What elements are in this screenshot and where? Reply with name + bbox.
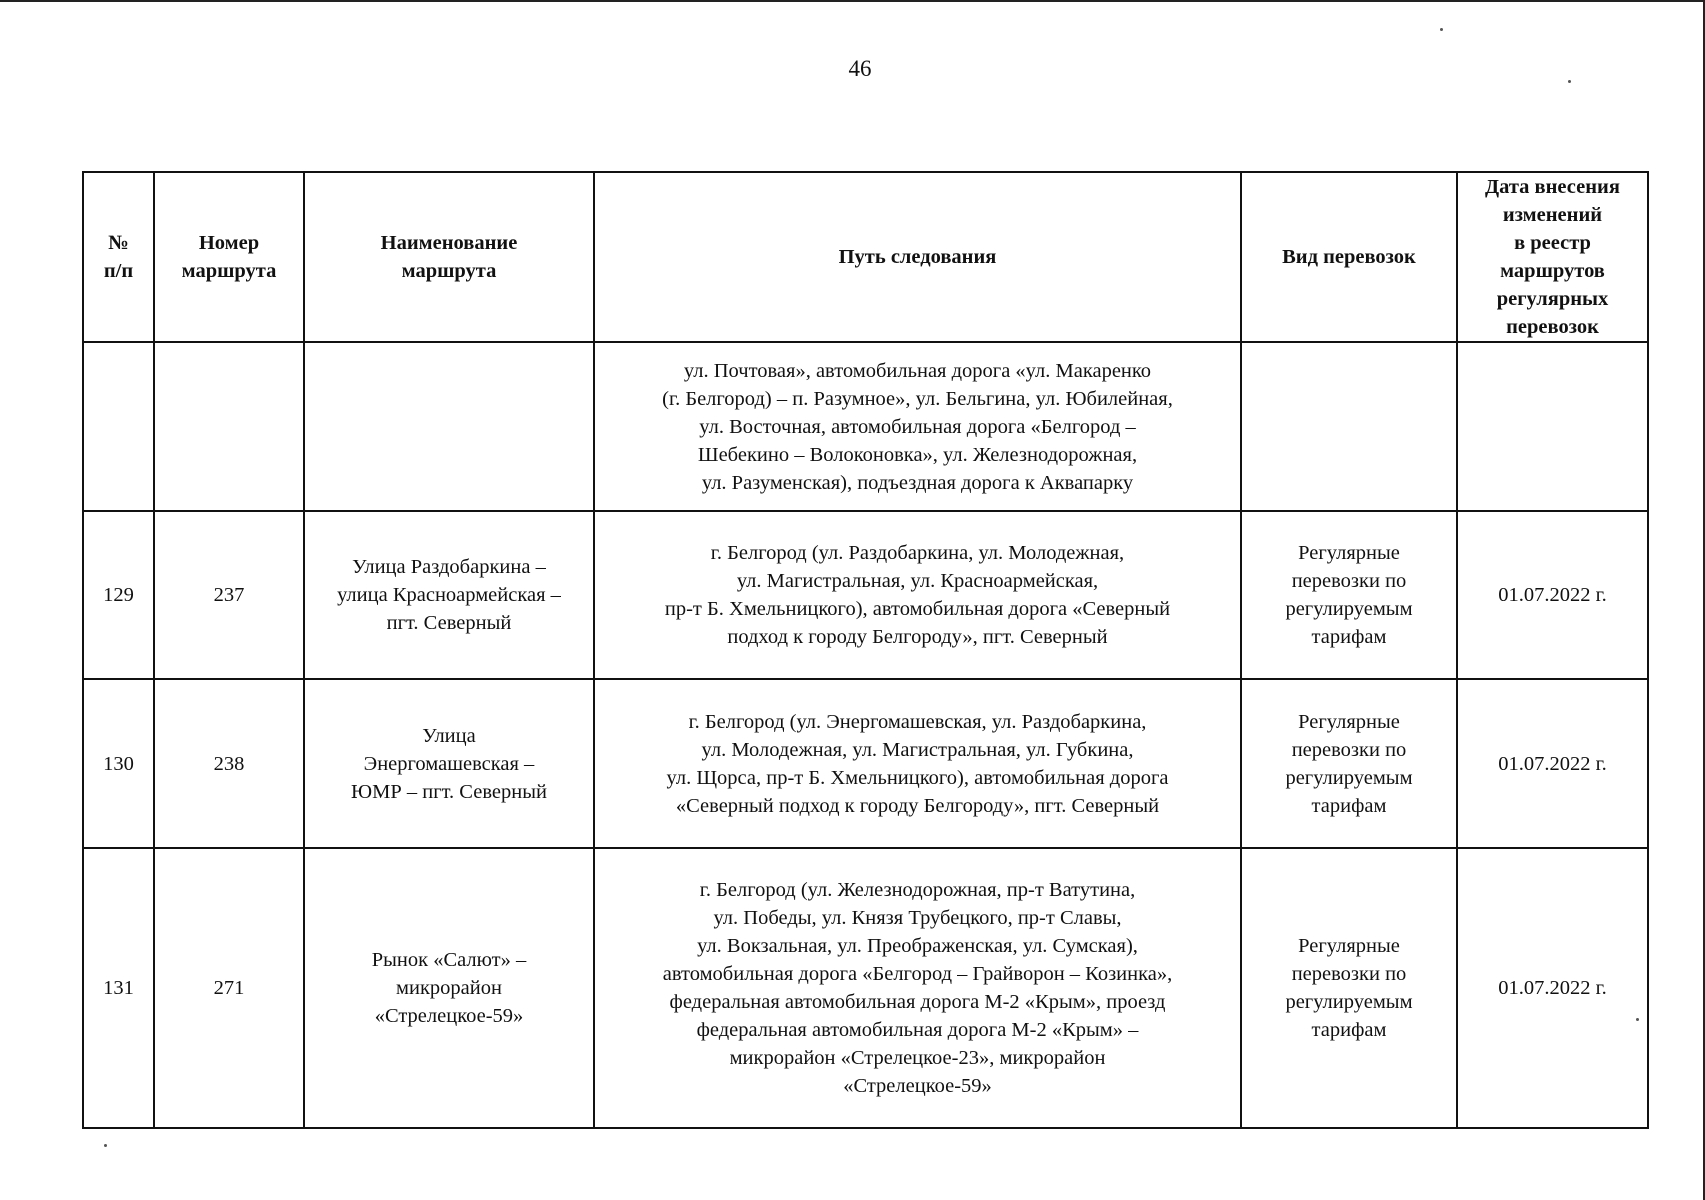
cell-transport-type	[1241, 342, 1457, 511]
header-path	[594, 172, 1241, 342]
text-line: ул. Вокзальная, ул. Преображенская, ул. Сумская),	[697, 935, 1138, 957]
cell-num: 130	[83, 679, 154, 848]
cell-route-name	[304, 679, 594, 848]
text-line: «Стрелецкое-59»	[374, 1005, 524, 1027]
text-line: Улица	[422, 724, 476, 747]
text-line: ул. Разуменская), подъездная дорога к Аквапарку	[701, 471, 1134, 494]
cell-path	[594, 848, 1241, 1128]
routes-table	[82, 171, 1649, 1129]
text-line: подход к городу Белгороду», пгт. Северный	[727, 626, 1108, 648]
cell-path	[594, 511, 1241, 679]
text-line: г. Белгород (ул. Раздобаркина, ул. Молодежная,	[710, 542, 1125, 564]
text-line: тарифам	[1311, 626, 1387, 648]
text-line: Улица Раздобаркина –	[352, 556, 546, 578]
cell-transport-type	[1241, 848, 1457, 1128]
text-line: автомобильная дорога «Белгород – Грайворон – Козинка»,	[662, 963, 1173, 985]
scan-speck	[104, 1144, 107, 1147]
header-num	[83, 172, 154, 342]
text-line: Дата внесения	[1485, 176, 1620, 198]
scan-border-top	[0, 0, 1705, 2]
table-row	[83, 342, 1648, 511]
table-row	[83, 679, 1648, 848]
text-line: перевозки по	[1291, 570, 1407, 592]
cell-date: 01.07.2022 г.	[1457, 679, 1648, 848]
text-line: в реестр	[1514, 232, 1591, 254]
text-line: улица Красноармейская –	[337, 584, 561, 606]
header-route-name	[304, 172, 594, 342]
text-line: пгт. Северный	[386, 612, 512, 634]
text-line: ул. Щорса, пр-т Б. Хмельницкого), автомобильная дорога	[666, 766, 1169, 789]
cell-date: 01.07.2022 г.	[1457, 848, 1648, 1128]
cell-path	[594, 679, 1241, 848]
cell-transport-type	[1241, 511, 1457, 679]
cell-route-number	[154, 342, 304, 511]
text-line: №	[108, 232, 129, 254]
text-line: ул. Молодежная, ул. Магистральная, ул. Губкина,	[701, 738, 1134, 761]
scan-speck	[1568, 80, 1571, 83]
text-line: г. Белгород (ул. Железнодорожная, пр-т Ватутина,	[699, 879, 1136, 901]
text-line: изменений	[1502, 204, 1603, 226]
text-line: регулируемым	[1285, 766, 1413, 789]
text-line: маршрутов	[1500, 260, 1605, 282]
text-line: Наименование	[380, 232, 518, 254]
text-line: федеральная автомобильная дорога М-2 «Крым» –	[696, 1019, 1139, 1041]
scan-speck	[1440, 28, 1443, 31]
cell-route-name	[304, 342, 594, 511]
cell-date	[1457, 342, 1648, 511]
cell-path	[594, 342, 1241, 511]
text-line: Регулярные	[1298, 542, 1400, 564]
text-line: пр-т Б. Хмельницкого), автомобильная дорога «Северный	[664, 598, 1171, 620]
text-line: ул. Победы, ул. Князя Трубецкого, пр-т Славы,	[713, 907, 1122, 929]
text-line: «Северный подход к городу Белгороду», пгт. Северный	[675, 794, 1160, 817]
text-line: Вид перевозок	[1282, 246, 1416, 268]
text-line: регулируемым	[1285, 598, 1413, 620]
text-line: федеральная автомобильная дорога М-2 «Крым», проезд	[669, 991, 1166, 1013]
header-date	[1457, 172, 1648, 342]
cell-route-number: 237	[154, 511, 304, 679]
text-line: «Стрелецкое-59»	[843, 1075, 992, 1097]
text-line: регулярных	[1496, 288, 1609, 310]
cell-date: 01.07.2022 г.	[1457, 511, 1648, 679]
text-line: перевозок	[1506, 316, 1599, 338]
text-line: г. Белгород (ул. Энергомашевская, ул. Раздобаркина,	[688, 710, 1147, 733]
scan-speck	[1636, 1018, 1639, 1021]
table-row	[83, 511, 1648, 679]
text-line: маршрута	[401, 260, 497, 282]
text-line: микрорайон «Стрелецкое-23», микрорайон	[729, 1047, 1106, 1069]
text-line: ул. Восточная, автомобильная дорога «Белгород –	[699, 415, 1136, 438]
text-line: перевозки по	[1291, 738, 1407, 761]
text-line: микрорайон	[396, 977, 502, 999]
text-line: ул. Почтовая», автомобильная дорога «ул. Макаренко	[683, 359, 1152, 382]
cell-num: 131	[83, 848, 154, 1128]
text-line: тарифам	[1311, 794, 1387, 817]
text-line: Рынок «Салют» –	[371, 949, 527, 971]
cell-route-number: 271	[154, 848, 304, 1128]
header-route-number	[154, 172, 304, 342]
text-line: ЮМР – пгт. Северный	[351, 780, 547, 803]
table-row	[83, 848, 1648, 1128]
text-line: ул. Магистральная, ул. Красноармейская,	[736, 570, 1099, 592]
header-transport-type	[1241, 172, 1457, 342]
text-line: маршрута	[181, 260, 277, 282]
text-line: перевозки по	[1291, 963, 1407, 985]
text-line: (г. Белгород) – п. Разумное», ул. Бельгина, ул. Юбилейная,	[662, 387, 1173, 410]
text-line: Энергомашевская –	[363, 752, 535, 775]
text-line: Номер	[198, 232, 260, 254]
text-line: регулируемым	[1285, 991, 1413, 1013]
page-number: 46	[848, 56, 872, 81]
cell-route-name	[304, 848, 594, 1128]
text-line: Путь следования	[838, 246, 997, 268]
table-header-row	[83, 172, 1648, 342]
cell-num	[83, 342, 154, 511]
cell-route-number: 238	[154, 679, 304, 848]
cell-transport-type	[1241, 679, 1457, 848]
cell-num: 129	[83, 511, 154, 679]
text-line: тарифам	[1311, 1019, 1387, 1041]
text-line: п/п	[103, 260, 134, 282]
text-line: Регулярные	[1298, 935, 1400, 957]
text-line: Шебекино – Волоконовка», ул. Железнодорожная,	[697, 443, 1138, 466]
cell-route-name	[304, 511, 594, 679]
text-line: Регулярные	[1298, 710, 1400, 733]
